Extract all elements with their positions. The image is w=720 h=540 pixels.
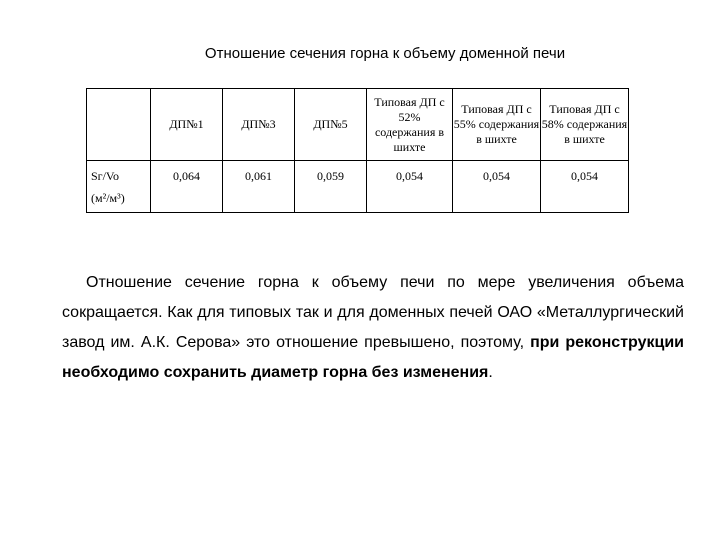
column-header: ДП№3 xyxy=(223,89,295,161)
table-corner-cell xyxy=(87,89,151,161)
body-paragraph xyxy=(62,268,684,388)
table-cell: 0,059 xyxy=(295,161,367,213)
table-cell: 0,064 xyxy=(151,161,223,213)
column-header: Типовая ДП с 55% содержания в шихте xyxy=(453,89,541,161)
column-header: Типовая ДП с 52% содержания в шихте xyxy=(367,89,453,161)
column-header: ДП№5 xyxy=(295,89,367,161)
row-unit: (м²/м³) xyxy=(91,190,125,205)
ratio-table xyxy=(86,88,629,213)
table-cell: 0,054 xyxy=(367,161,453,213)
table-cell: 0,061 xyxy=(223,161,295,213)
table-row xyxy=(87,161,629,213)
column-header: Типовая ДП с 58% содержания в шихте xyxy=(541,89,629,161)
table-cell: 0,054 xyxy=(453,161,541,213)
table-cell: 0,054 xyxy=(541,161,629,213)
page-title: Отношение сечения горна к объему доменной печи xyxy=(204,45,566,62)
column-header: ДП№1 xyxy=(151,89,223,161)
paragraph-bold-conclusion: при реконструкции необходимо сохранить диаметр горна без изменения xyxy=(62,334,685,381)
paragraph-end: . xyxy=(488,364,493,381)
paragraph-text: Отношение сечение горна к объему печи по мере увеличения объема сокращается. Как для типовых так и для доменных печей ОАО «Металлургический завод им. А.К. Серова» это отношение превышено, поэтому, xyxy=(62,274,684,351)
row-label-cell xyxy=(87,161,151,213)
table-header-row xyxy=(87,89,629,161)
row-label: Sг/Vo xyxy=(91,168,120,183)
